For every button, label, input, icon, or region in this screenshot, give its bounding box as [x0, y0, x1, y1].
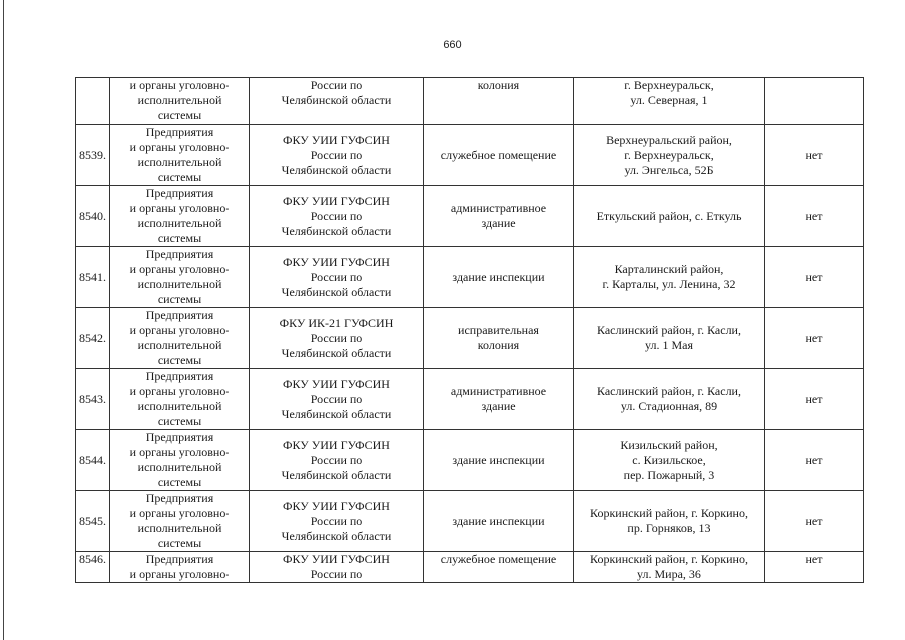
object-cell [424, 308, 574, 369]
note-cell: нет [765, 308, 864, 369]
row-number: 8545. [76, 491, 110, 552]
organization-cell-line: ФКУ ИК-21 ГУФСИН [279, 315, 394, 330]
address-cell [574, 125, 765, 186]
organization-cell-line: России по [310, 269, 363, 284]
organization-cell-line: Челябинской области [281, 467, 392, 482]
row-number: 8544. [76, 430, 110, 491]
organization-cell-line: России по [310, 567, 363, 581]
object-cell-line: здание инспекции [452, 452, 545, 467]
organization-cell-line: России по [310, 452, 363, 467]
organization-cell-line: России по [310, 208, 363, 223]
address-cell-line: пр. Горняков, 13 [627, 521, 711, 535]
address-cell-line: Коркинский район, г. Коркино, [590, 506, 748, 520]
address-cell [574, 552, 765, 583]
object-cell [424, 186, 574, 247]
organization-cell-line: Челябинской области [281, 406, 392, 421]
address-cell-line: Карталинский район, [614, 262, 724, 276]
organization-cell [250, 308, 424, 369]
object-cell [424, 78, 574, 125]
organization-cell [250, 552, 424, 583]
object-cell-line: колония [477, 338, 520, 352]
object-cell-line: здание инспекции [452, 269, 545, 284]
category-cell-line: Предприятия [145, 552, 214, 566]
category-cell-line: и органы уголовно- [129, 262, 230, 276]
table-row [76, 78, 864, 125]
address-cell-line: Каслинский район, г. Касли, [597, 384, 741, 398]
category-cell [110, 78, 250, 125]
note-cell: нет [765, 186, 864, 247]
note-cell: нет [765, 369, 864, 430]
object-cell-line: административное [450, 384, 547, 398]
table-row [76, 552, 864, 583]
row-number: 8541. [76, 247, 110, 308]
organization-cell [250, 247, 424, 308]
organization-cell-line: ФКУ УИИ ГУФСИН [283, 193, 390, 208]
category-cell-line: системы [157, 414, 202, 428]
category-cell [110, 125, 250, 186]
table-row [76, 186, 864, 247]
category-cell-line: исполнительной [137, 399, 222, 413]
category-cell-line: и органы уголовно- [129, 140, 230, 154]
address-cell-line: Коркинский район, г. Коркино, [590, 552, 748, 566]
organization-cell-line: России по [310, 513, 363, 528]
object-cell-line: здание [481, 216, 516, 230]
address-cell-line: ул. Стадионная, 89 [620, 399, 718, 413]
category-cell-line: и органы уголовно- [129, 78, 230, 92]
object-cell [424, 369, 574, 430]
object-cell [424, 491, 574, 552]
category-cell-line: Предприятия [145, 491, 214, 505]
category-cell [110, 369, 250, 430]
note-cell: нет [765, 125, 864, 186]
row-number: 8543. [76, 369, 110, 430]
organization-cell-line: ФКУ УИИ ГУФСИН [283, 437, 390, 452]
category-cell-line: и органы уголовно- [129, 323, 230, 337]
address-cell-line: с. Кизильское, [632, 452, 706, 467]
object-cell [424, 552, 574, 583]
address-cell-line: Каслинский район, г. Касли, [597, 323, 741, 337]
row-number: 8546. [76, 552, 110, 583]
organization-cell-line: Челябинской области [281, 345, 392, 360]
category-cell-line: Предприятия [145, 430, 214, 444]
object-cell-line: исправительная [458, 323, 539, 337]
organization-cell-line: ФКУ УИИ ГУФСИН [283, 376, 390, 391]
category-cell-line: системы [157, 108, 202, 122]
address-cell-line: Еткульский район, с. Еткуль [596, 208, 742, 223]
organization-cell-line: Челябинской области [281, 223, 392, 238]
organization-cell-line: ФКУ УИИ ГУФСИН [283, 552, 390, 566]
category-cell [110, 491, 250, 552]
category-cell-line: Предприятия [145, 247, 214, 261]
address-cell [574, 369, 765, 430]
object-cell [424, 430, 574, 491]
table-row [76, 430, 864, 491]
category-cell-line: системы [157, 536, 202, 550]
organization-cell-line: Челябинской области [281, 528, 392, 543]
category-cell-line: и органы уголовно- [129, 506, 230, 520]
table-row [76, 308, 864, 369]
row-number: 8539. [76, 125, 110, 186]
category-cell-line: Предприятия [145, 186, 214, 200]
organization-cell-line: Челябинской области [281, 162, 392, 177]
organization-cell-line: России по [310, 147, 363, 162]
address-cell-line: ул. Энгельса, 52Б [624, 162, 714, 177]
category-cell-line: системы [157, 170, 202, 184]
category-cell-line: системы [157, 292, 202, 306]
category-cell-line: и органы уголовно- [129, 201, 230, 215]
category-cell-line: исполнительной [137, 460, 222, 474]
organization-cell-line: ФКУ УИИ ГУФСИН [283, 498, 390, 513]
category-cell [110, 247, 250, 308]
organization-cell [250, 430, 424, 491]
address-cell [574, 308, 765, 369]
address-cell [574, 186, 765, 247]
object-cell-line: здание [481, 399, 516, 413]
category-cell-line: исполнительной [137, 216, 222, 230]
organization-cell-line: России по [310, 330, 363, 345]
address-cell-line: Верхнеуральский район, [606, 132, 732, 147]
organization-cell-line: ФКУ УИИ ГУФСИН [283, 132, 390, 147]
table-row [76, 369, 864, 430]
organization-cell [250, 186, 424, 247]
address-cell-line: пер. Пожарный, 3 [623, 467, 715, 482]
category-cell-line: системы [157, 475, 202, 489]
organization-cell [250, 491, 424, 552]
row-number [76, 78, 110, 125]
address-cell [574, 247, 765, 308]
category-cell-line: системы [157, 231, 202, 245]
organization-cell [250, 125, 424, 186]
note-cell: нет [765, 247, 864, 308]
address-cell-line: ул. Северная, 1 [630, 93, 708, 107]
object-cell-line: колония [477, 78, 520, 92]
address-cell-line: г. Карталы, ул. Ленина, 32 [602, 277, 736, 291]
scan-left-edge-line [3, 0, 4, 640]
category-cell [110, 552, 250, 583]
address-cell-line: Кизильский район, [620, 437, 718, 452]
registry-table-body [76, 78, 864, 583]
category-cell-line: Предприятия [145, 369, 214, 383]
page-number: 660 [443, 39, 462, 51]
object-cell-line: здание инспекции [452, 513, 545, 528]
category-cell [110, 186, 250, 247]
organization-cell-line: Челябинской области [281, 93, 392, 107]
organization-cell-line: России по [310, 78, 363, 92]
organization-cell-line: Челябинской области [281, 284, 392, 299]
address-cell [574, 78, 765, 125]
row-number: 8542. [76, 308, 110, 369]
category-cell-line: исполнительной [137, 521, 222, 535]
note-cell: нет [765, 430, 864, 491]
category-cell-line: Предприятия [145, 125, 214, 139]
object-cell-line: служебное помещение [440, 147, 557, 162]
organization-cell-line: России по [310, 391, 363, 406]
address-cell-line: г. Верхнеуральск, [624, 78, 714, 92]
object-cell [424, 125, 574, 186]
address-cell-line: ул. Мира, 36 [637, 567, 701, 581]
object-cell [424, 247, 574, 308]
object-cell-line: административное [450, 201, 547, 215]
organization-cell-line: ФКУ УИИ ГУФСИН [283, 254, 390, 269]
category-cell-line: исполнительной [137, 93, 222, 107]
address-cell [574, 430, 765, 491]
object-cell-line: служебное помещение [440, 552, 557, 566]
row-number: 8540. [76, 186, 110, 247]
table-row [76, 247, 864, 308]
address-cell [574, 491, 765, 552]
address-cell-line: г. Верхнеуральск, [624, 147, 714, 162]
category-cell-line: исполнительной [137, 277, 222, 291]
category-cell-line: системы [157, 353, 202, 367]
category-cell-line: и органы уголовно- [129, 445, 230, 459]
category-cell-line: исполнительной [137, 338, 222, 352]
table-row [76, 125, 864, 186]
registry-table [75, 77, 864, 583]
category-cell [110, 430, 250, 491]
category-cell [110, 308, 250, 369]
category-cell-line: и органы уголовно- [129, 567, 230, 581]
organization-cell [250, 78, 424, 125]
note-cell: нет [765, 552, 864, 583]
address-cell-line: ул. 1 Мая [645, 338, 693, 352]
note-cell: нет [765, 491, 864, 552]
category-cell-line: Предприятия [145, 308, 214, 322]
note-cell [765, 78, 864, 125]
organization-cell [250, 369, 424, 430]
table-row [76, 491, 864, 552]
category-cell-line: исполнительной [137, 155, 222, 169]
category-cell-line: и органы уголовно- [129, 384, 230, 398]
